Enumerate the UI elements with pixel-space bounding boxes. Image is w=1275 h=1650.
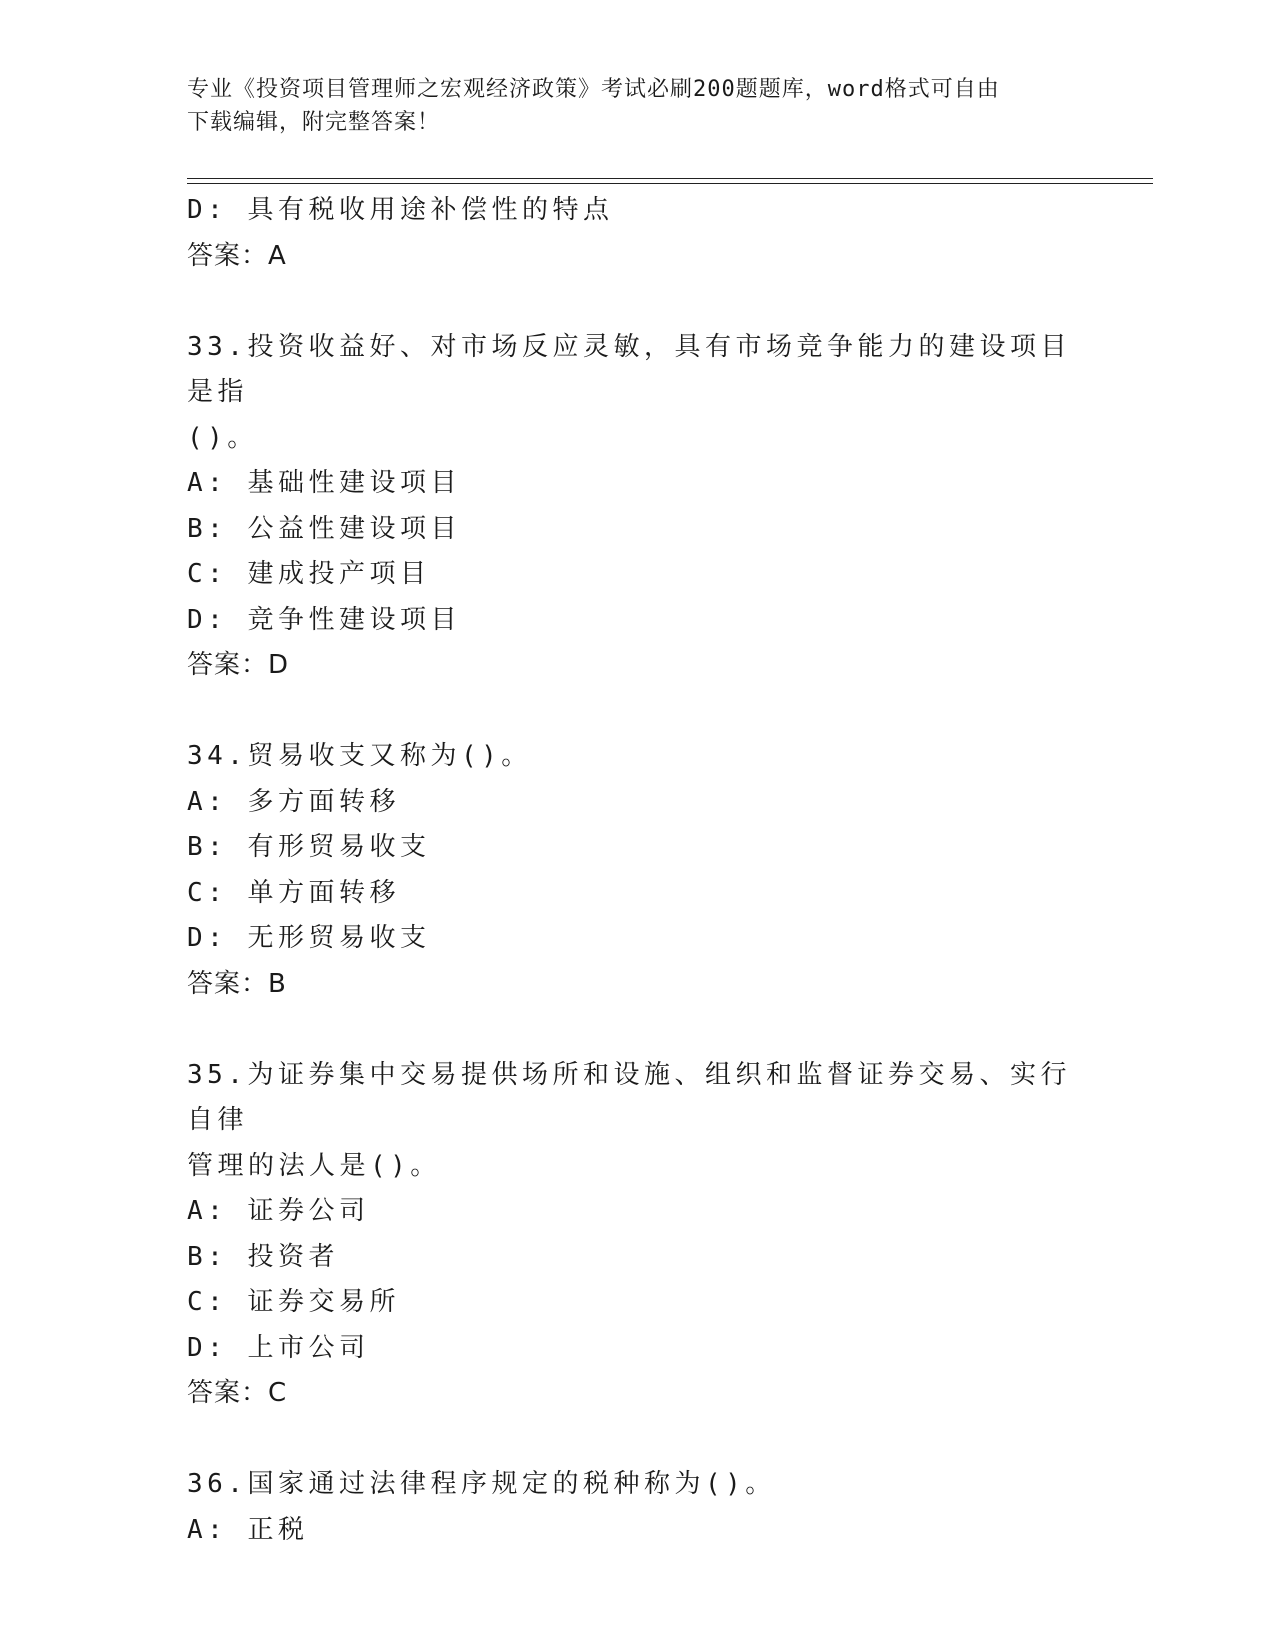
question-35 (187, 1053, 1087, 1417)
option-b: B: 有形贸易收支 (187, 832, 431, 862)
question-list (187, 188, 1087, 1553)
option-d: D: 无形贸易收支 (187, 923, 431, 953)
option-c: C: 建成投产项目 (187, 559, 431, 589)
question-33 (187, 325, 1087, 689)
header-line-2: 下载编辑，附完整答案！ (187, 110, 441, 135)
spacer (187, 1007, 1087, 1053)
option-d: D: 上市公司 (187, 1332, 370, 1363)
header-line-1: 专业《投资项目管理师之宏观经济政策》考试必刷200题题库，word格式可自由 (187, 77, 1000, 102)
question-stem-continued: 管理的法人是()。 (187, 1150, 441, 1181)
option-a: A: 多方面转移 (187, 786, 400, 817)
question-stem: 33.投资收益好、对市场反应灵敏，具有市场竞争能力的建设项目是指 (187, 331, 1071, 407)
spacer (187, 279, 1087, 325)
question-stem: 36.国家通过法律程序规定的税种称为()。 (187, 1469, 776, 1499)
question-36 (187, 1462, 1087, 1553)
answer: 答案：D (187, 650, 290, 680)
option-a: A: 基础性建设项目 (187, 468, 461, 498)
option-a: A: 证券公司 (187, 1196, 370, 1226)
option-a: A: 正税 (187, 1514, 309, 1545)
question-34 (187, 734, 1087, 1007)
question-stem: 35.为证券集中交易提供场所和设施、组织和监督证券交易、实行自律 (187, 1059, 1071, 1135)
question-stem: 34.贸易收支又称为()。 (187, 741, 532, 771)
spacer (187, 689, 1087, 735)
option-d: D: 竞争性建设项目 (187, 604, 461, 635)
answer: 答案：C (187, 1378, 288, 1408)
question-stem-continued: ()。 (187, 422, 258, 453)
option-d: D: 具有税收用途补偿性的特点 (187, 195, 614, 225)
option-b: B: 公益性建设项目 (187, 513, 461, 544)
option-c: C: 单方面转移 (187, 877, 400, 908)
answer: 答案：A (187, 240, 287, 271)
option-c: C: 证券交易所 (187, 1287, 400, 1317)
answer: 答案：B (187, 968, 287, 999)
question-32 (187, 188, 1087, 279)
option-b: B: 投资者 (187, 1241, 339, 1272)
header-divider-top (187, 178, 1153, 179)
header-divider-bottom (187, 183, 1153, 184)
document-header (187, 73, 1067, 139)
spacer (187, 1417, 1087, 1463)
